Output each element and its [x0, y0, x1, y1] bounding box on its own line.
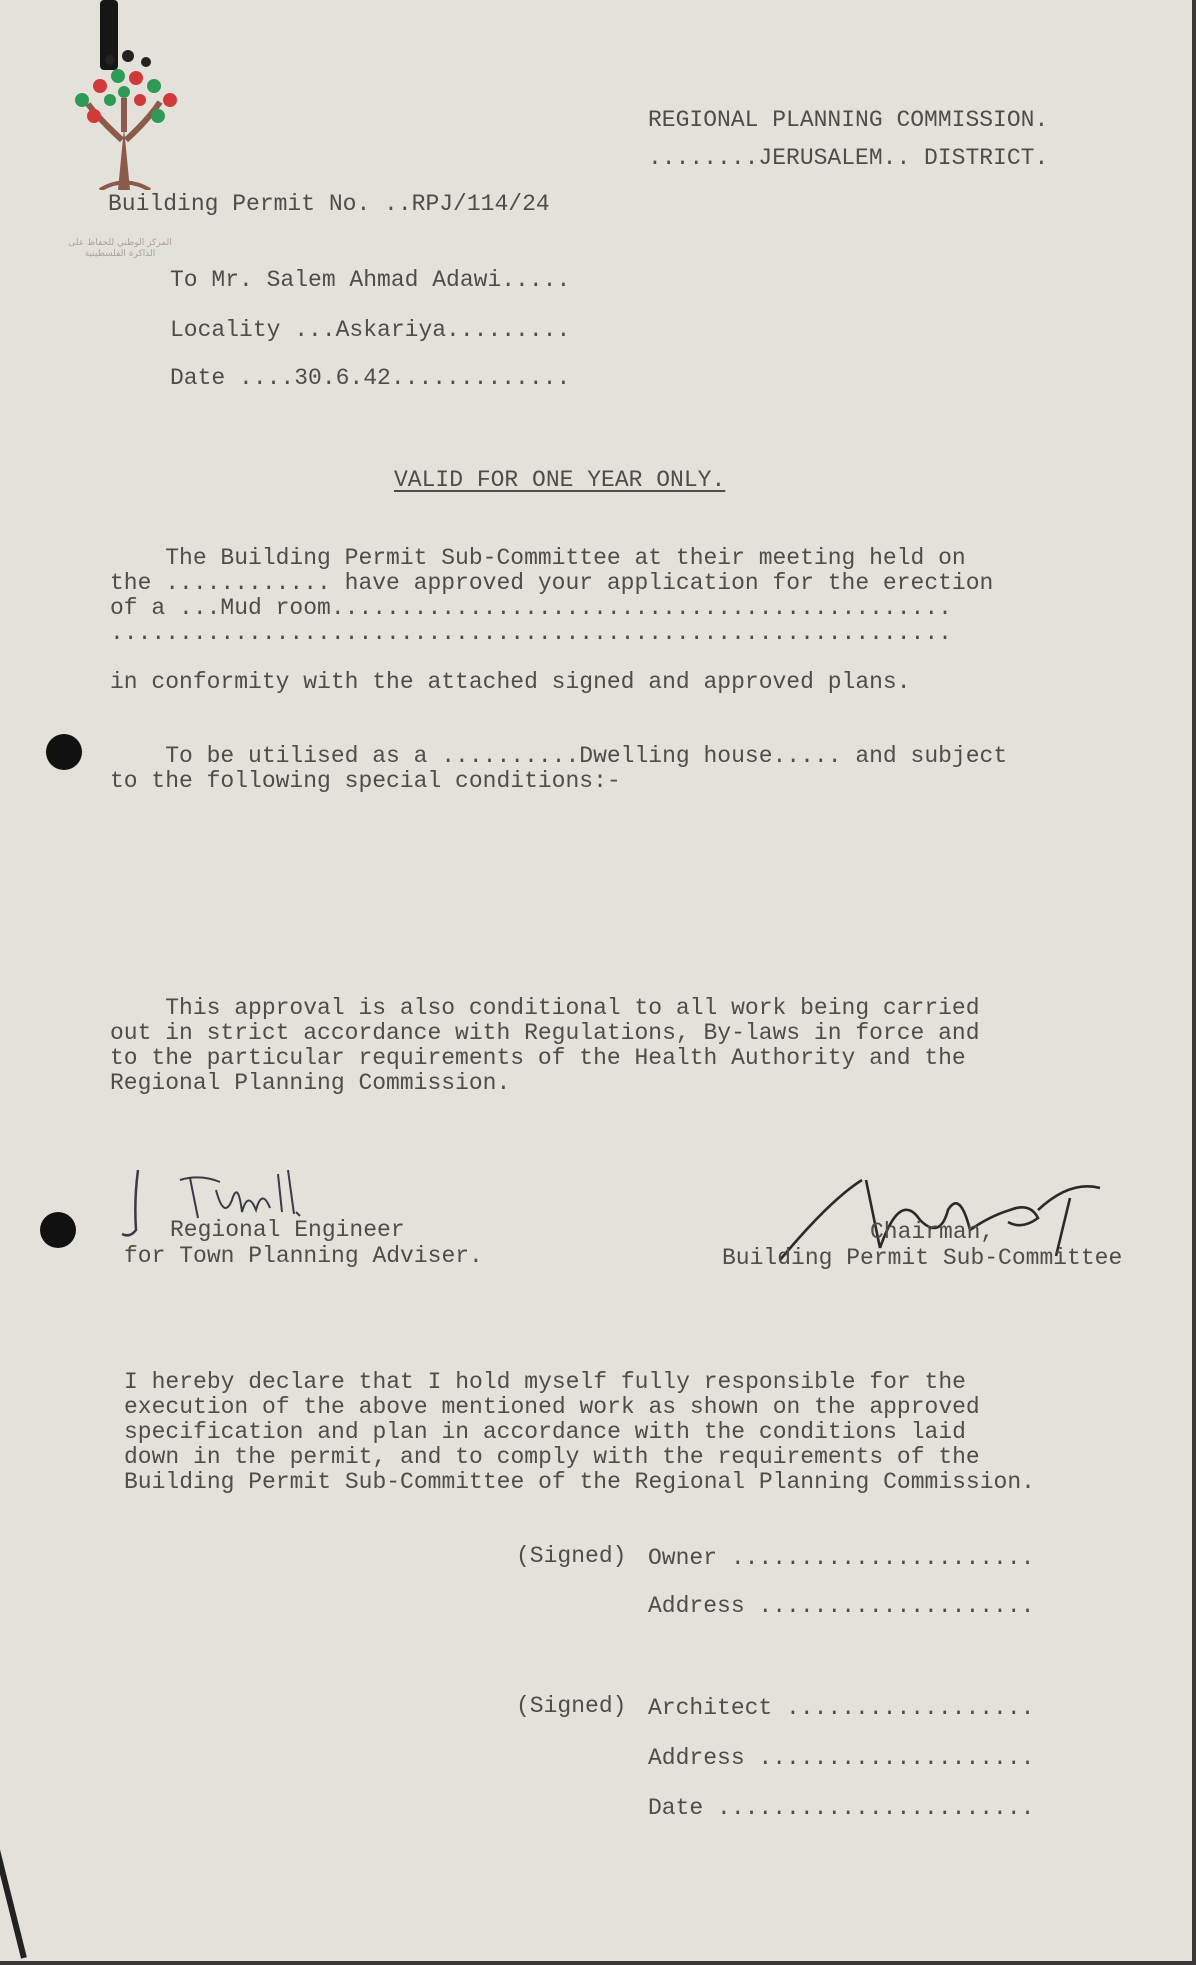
- punch-hole-top: [46, 734, 82, 770]
- permit-number: Building Permit No. ..RPJ/114/24: [108, 191, 550, 217]
- owner-address-line[interactable]: Address ....................: [648, 1593, 1035, 1619]
- logo-caption-line-2: الذاكرة الفلسطينية: [84, 249, 156, 259]
- permit-date-line: Date ....30.6.42.............: [170, 365, 571, 391]
- engineer-title: Regional Engineer: [170, 1217, 405, 1243]
- conditions-paragraph: This approval is also conditional to all work being carried out in strict accordance with Regulations, By-laws in force and to the particular requirements of the Health Authority and the Regional Planning Commission.: [110, 995, 980, 1096]
- family-tree-icon: [60, 40, 190, 190]
- chairman-role: Building Permit Sub-Committee: [722, 1245, 1123, 1271]
- architect-signed-label: (Signed): [516, 1693, 627, 1719]
- architect-address-line[interactable]: Address ....................: [648, 1745, 1035, 1771]
- conformity-line: in conformity with the attached signed and approved plans.: [110, 669, 911, 695]
- punch-hole-bottom: [40, 1212, 76, 1248]
- binding-mark-bottom: [0, 1821, 27, 1958]
- engineer-role: for Town Planning Adviser.: [124, 1243, 483, 1269]
- locality-line: Locality ...Askariya.........: [170, 317, 571, 343]
- owner-signature-line[interactable]: Owner ......................: [648, 1545, 1035, 1571]
- approval-paragraph: The Building Permit Sub-Committee at their meeting held on the ............ have approved your application for the erection of a ...Mud room............................................. .............................................................: [110, 545, 994, 646]
- owner-signed-label: (Signed): [516, 1543, 627, 1569]
- chairman-title: Chairman,: [870, 1219, 995, 1245]
- district-line: ........JERUSALEM.. DISTRICT.: [648, 145, 1049, 171]
- validity-notice: VALID FOR ONE YEAR ONLY.: [394, 467, 726, 493]
- owner-declaration: I hereby declare that I hold myself fully responsible for the execution of the above mentioned work as shown on the approved specification and plan in accordance with the conditions laid down in the permit, and to comply with the requirements of the Building Permit Sub-Committee of the Regional Planning Commission.: [124, 1369, 1035, 1495]
- logo-caption: [60, 238, 180, 260]
- architect-date-line[interactable]: Date .......................: [648, 1795, 1035, 1821]
- architect-signature-line[interactable]: Architect ..................: [648, 1695, 1035, 1721]
- recipient-line: To Mr. Salem Ahmad Adawi.....: [170, 267, 571, 293]
- commission-heading: REGIONAL PLANNING COMMISSION.: [648, 107, 1049, 133]
- utilisation-paragraph: To be utilised as a ..........Dwelling house..... and subject to the following special conditions:-: [110, 743, 1008, 794]
- logo-caption-line-1: المركز الوطني للحفاظ على: [68, 238, 172, 248]
- archive-logo: [60, 40, 190, 195]
